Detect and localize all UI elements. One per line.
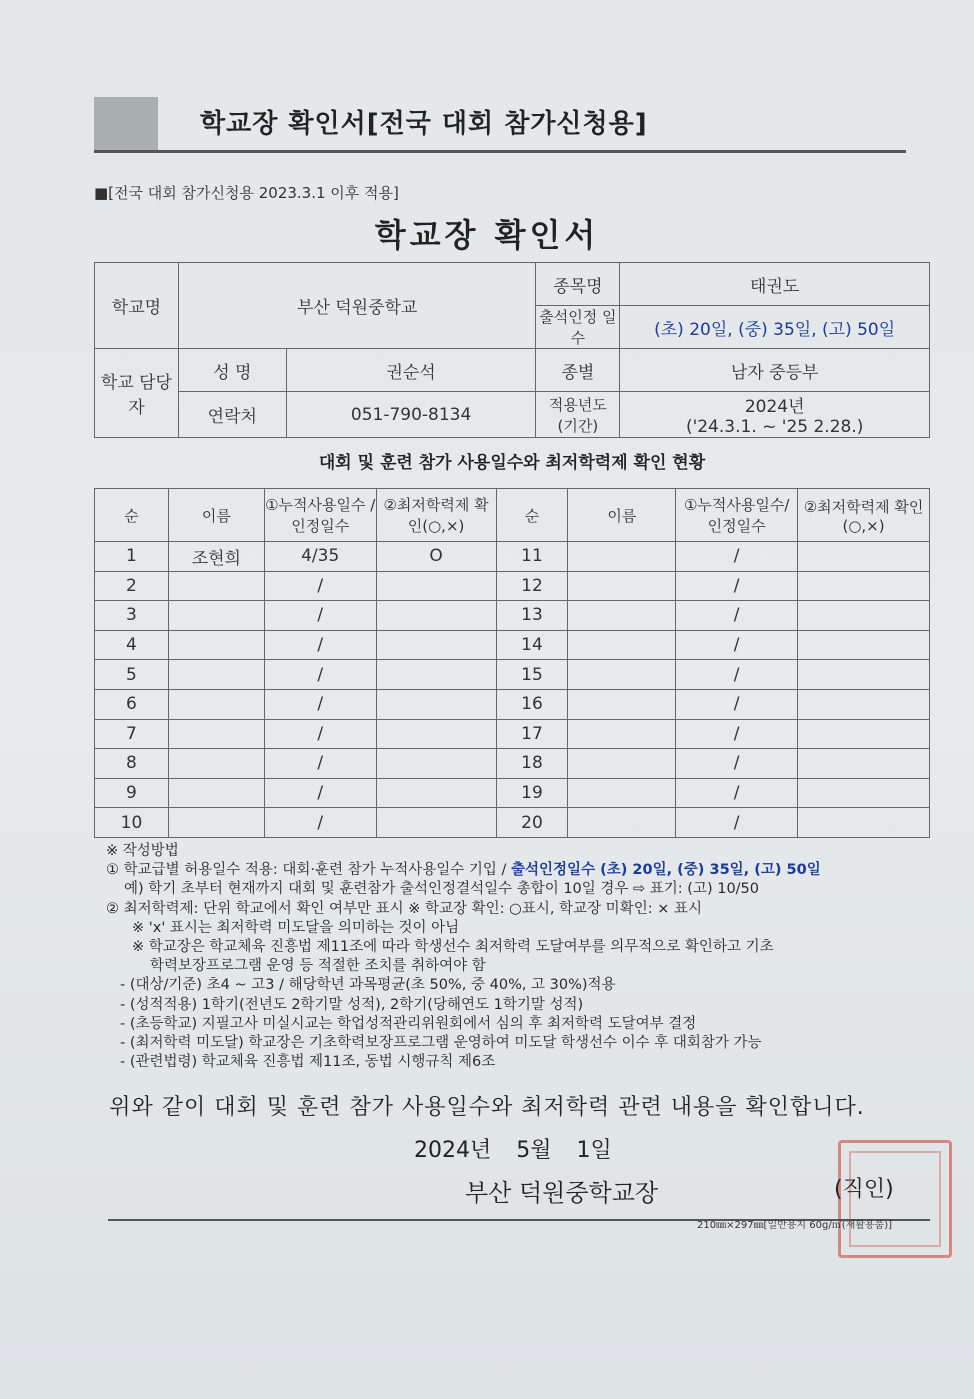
header-no: 순 [95,489,169,542]
row-name [168,660,264,690]
row-days-right: / [676,719,798,749]
row-no: 5 [95,660,169,690]
detail-5: - (관련법령) 학교체육 진흥법 제11조, 동법 시행규칙 제6조 [120,1054,496,1071]
row-days: 4/35 [264,542,376,572]
table-row [95,571,930,601]
header-days-right: ①누적사용일수/ 인정일수 [676,489,798,542]
row-check-right [798,630,930,660]
notes [106,842,821,1072]
row-no-right: 14 [496,630,568,660]
row-name-right [568,601,676,631]
row-name [168,601,264,631]
row-check [376,778,496,808]
event-value: 태권도 [620,263,930,306]
row-no: 4 [95,630,169,660]
note-2-b: ※ 학교장은 학교체육 진흥법 제11조에 따라 학생선수 최저학력 도달여부를 의무적으로 확인하고 기초 [132,939,774,956]
note-1-bold: 출석인정일수 (초) 20일, (중) 35일, (고) 50일 [511,862,821,879]
row-no-right: 11 [496,542,568,572]
row-check-right [798,808,930,838]
form-note: ■[전국 대회 참가신청용 2023.3.1 이후 적용] [94,184,399,202]
row-no: 10 [95,808,169,838]
row-name-right [568,660,676,690]
row-check-right [798,719,930,749]
row-check-right [798,689,930,719]
row-check-right [798,542,930,572]
table-row [95,719,930,749]
row-name [168,778,264,808]
row-days: / [264,660,376,690]
contact-label: 연락처 [178,392,286,438]
row-no: 6 [95,689,169,719]
contact-value: 051-790-8134 [286,392,536,438]
row-check-right [798,601,930,631]
table-row [95,778,930,808]
row-no-right: 17 [496,719,568,749]
row-name [168,689,264,719]
principal-name: 부산 덕원중학교장 [465,1179,659,1207]
row-name-right [568,719,676,749]
header-gray-block [94,97,158,152]
row-days-right: / [676,808,798,838]
row-days-right: / [676,689,798,719]
document-title: 학교장 확인서 [374,216,600,254]
row-check [376,719,496,749]
row-days: / [264,778,376,808]
table-row [95,749,930,779]
row-name-right [568,689,676,719]
name-label: 성 명 [178,349,286,392]
row-no: 9 [95,778,169,808]
note-2-b2: 학력보장프로그램 운영 등 적절한 조치를 취하여야 함 [150,958,486,975]
paper-note: 210㎜×297㎜[일반용지 60g/㎡(재활용품)] [697,1220,893,1231]
row-days: / [264,719,376,749]
table-row [95,660,930,690]
row-days: / [264,689,376,719]
row-name-right [568,808,676,838]
row-no-right: 12 [496,571,568,601]
year-label: 적용년도 (기간) [536,392,620,438]
header-check-right: ②최저학력제 확인(○,×) [798,489,930,542]
row-days-right: / [676,778,798,808]
event-label: 종목명 [536,263,620,306]
table-row [95,630,930,660]
row-check-right [798,778,930,808]
issue-date: 2024년 5월 1일 [414,1138,612,1163]
table-row [95,542,930,572]
row-name [168,719,264,749]
table-row [95,689,930,719]
row-check [376,749,496,779]
note-1-text: ① 학교급별 허용일수 적용: 대회·훈련 참가 누적사용일수 기입 / [106,862,507,879]
row-no-right: 15 [496,660,568,690]
row-days: / [264,808,376,838]
year-value: 2024년 [744,397,805,417]
row-name [168,571,264,601]
attendance-label: 출석인정 일수 [536,306,620,349]
row-no: 1 [95,542,169,572]
row-check [376,601,496,631]
row-name-right [568,778,676,808]
row-no-right: 19 [496,778,568,808]
school-label: 학교명 [95,263,179,349]
row-days: / [264,630,376,660]
confirm-text: 위와 같이 대회 및 훈련 참가 사용일수와 최저학력 관련 내용을 확인합니다. [109,1095,865,1120]
info-table [94,262,930,438]
row-check [376,689,496,719]
row-no: 7 [95,719,169,749]
row-check: O [376,542,496,572]
row-check-right [798,749,930,779]
row-days: / [264,601,376,631]
row-name [168,630,264,660]
row-days-right: / [676,660,798,690]
row-name: 조현희 [168,542,264,572]
row-name-right [568,749,676,779]
header-no-right: 순 [496,489,568,542]
row-days-right: / [676,749,798,779]
school-name: 부산 덕원중학교 [178,263,536,349]
header-name: 이름 [168,489,264,542]
table-row [95,808,930,838]
detail-2: - (성적적용) 1학기(전년도 2학기말 성적), 2학기(당해연도 1학기말 성적) [120,996,584,1013]
header-name-right: 이름 [568,489,676,542]
section-title: 대회 및 훈련 참가 사용일수와 최저학력제 확인 현황 [318,453,706,473]
header-rule [94,150,906,153]
roster-table [94,488,930,838]
seal-label: (직인) [834,1177,894,1202]
row-check [376,660,496,690]
roster-body [95,542,930,838]
table-row [95,601,930,631]
detail-4: - (최저학력 미도달) 학교장은 기초학력보장프로그램 운영하여 미도달 학생선수 이수 후 대회참가 가능 [120,1035,762,1052]
header-check: ②최저학력제 확인(○,×) [376,489,496,542]
row-days: / [264,571,376,601]
note-2: ② 최저학력제: 단위 학교에서 확인 여부만 표시 ※ 학교장 확인: ○표시, 학교장 미확인: × 표시 [106,900,702,917]
row-name-right [568,542,676,572]
row-no-right: 16 [496,689,568,719]
row-no: 2 [95,571,169,601]
row-days-right: / [676,630,798,660]
row-name [168,749,264,779]
type-value: 남자 중등부 [620,349,930,392]
note-2-a: ※ 'x' 표시는 최저학력 미도달을 의미하는 것이 아님 [132,919,460,936]
row-no-right: 20 [496,808,568,838]
row-name-right [568,630,676,660]
year-cell [620,392,930,438]
row-name-right [568,571,676,601]
note-1 [106,861,821,880]
header-days: ①누적사용일수 /인정일수 [264,489,376,542]
notes-heading: ※ 작성방법 [106,843,179,859]
attendance-value: (초) 20일, (중) 35일, (고) 50일 [620,306,930,349]
period-value: ('24.3.1. ~ '25 2.28.) [685,417,864,437]
row-check [376,571,496,601]
row-check-right [798,571,930,601]
row-check [376,808,496,838]
row-no: 3 [95,601,169,631]
note-1-example: 예) 학기 초부터 현재까지 대회 및 훈련참가 출석인정결석일수 총합이 10일 경우 ⇨ 표기: (고) 10/50 [124,881,760,898]
row-days-right: / [676,571,798,601]
row-days-right: / [676,601,798,631]
manager-label: 학교 담당자 [95,349,179,438]
row-no-right: 18 [496,749,568,779]
row-days-right: / [676,542,798,572]
row-no-right: 13 [496,601,568,631]
name-value: 권순석 [286,349,536,392]
row-days: / [264,749,376,779]
header-title: 학교장 확인서[전국 대회 참가신청용] [200,109,648,139]
row-name [168,808,264,838]
detail-3: - (초등학교) 지필고사 미실시교는 학업성적관리위원회에서 심의 후 최저학력 도달여부 결정 [120,1015,697,1032]
row-check-right [798,660,930,690]
row-check [376,630,496,660]
detail-1: - (대상/기준) 초4 ~ 고3 / 해당학년 과목평균(초 50%, 중 40%, 고 30%)적용 [120,977,616,994]
type-label: 종별 [536,349,620,392]
row-no: 8 [95,749,169,779]
